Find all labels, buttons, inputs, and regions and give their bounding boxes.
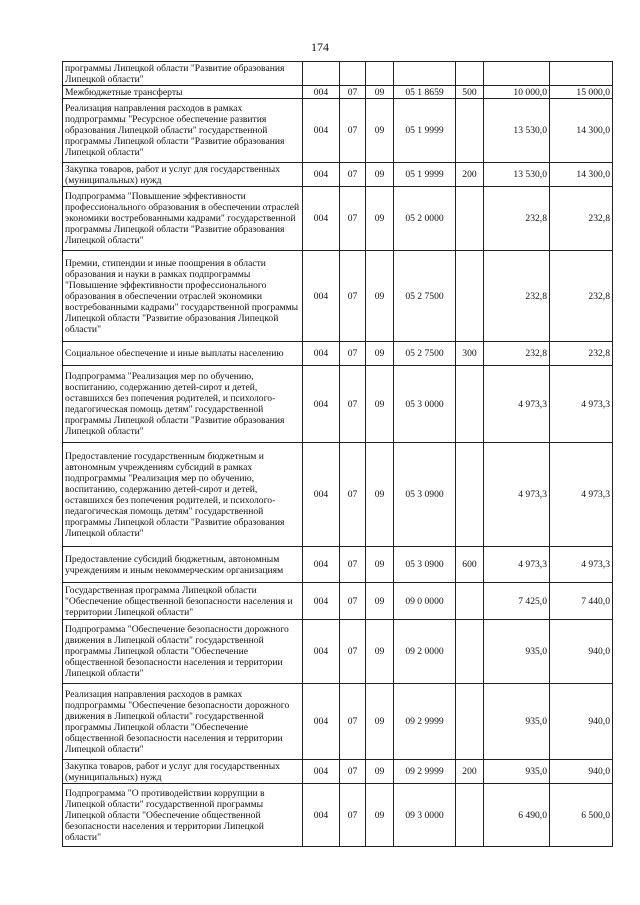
table-row bbox=[63, 187, 613, 251]
expense-type-code: 200 bbox=[456, 163, 484, 187]
subsection-code: 09 bbox=[366, 583, 394, 620]
row-name: Предоставление субсидий бюджетным, автономным учреждениям и иным некоммерческим организациям bbox=[63, 547, 303, 583]
section-code: 07 bbox=[340, 760, 366, 784]
table-row bbox=[63, 583, 613, 620]
target-article-code: 09 2 0000 bbox=[394, 620, 456, 684]
section-code: 07 bbox=[340, 187, 366, 251]
amount-year-1: 7 425,0 bbox=[484, 583, 550, 620]
amount-year-2: 4 973,3 bbox=[550, 547, 613, 583]
amount-year-2 bbox=[550, 62, 613, 86]
row-name: Подпрограмма "Повышение эффективности профессионального образования в обеспечении отраслей экономики востребованными кадрами" государственной программы Липецкой области "Развитие образования Липецкой области" bbox=[63, 187, 303, 251]
section-code: 07 bbox=[340, 342, 366, 366]
dept-code: 004 bbox=[303, 342, 340, 366]
row-name: Реализация направления расходов в рамках подпрограммы "Обеспечение безопасности дорожного движения в Липецкой области" государственной программы Липецкой области "Обеспечение общественной безопасности населения и территории Липецкой области" bbox=[63, 684, 303, 760]
expense-type-code bbox=[456, 366, 484, 443]
expense-type-code: 500 bbox=[456, 86, 484, 99]
section-code: 07 bbox=[340, 620, 366, 684]
dept-code: 004 bbox=[303, 760, 340, 784]
section-code: 07 bbox=[340, 99, 366, 163]
row-name: Закупка товаров, работ и услуг для государственных (муниципальных) нужд bbox=[63, 163, 303, 187]
table-row bbox=[63, 163, 613, 187]
row-name: Закупка товаров, работ и услуг для государственных (муниципальных) нужд bbox=[63, 760, 303, 784]
dept-code bbox=[303, 62, 340, 86]
subsection-code: 09 bbox=[366, 784, 394, 847]
amount-year-1: 232,8 bbox=[484, 187, 550, 251]
subsection-code: 09 bbox=[366, 760, 394, 784]
table-row bbox=[63, 784, 613, 847]
table-row bbox=[63, 443, 613, 547]
section-code: 07 bbox=[340, 684, 366, 760]
table-row bbox=[63, 342, 613, 366]
subsection-code: 09 bbox=[366, 342, 394, 366]
amount-year-2: 6 500,0 bbox=[550, 784, 613, 847]
amount-year-1: 935,0 bbox=[484, 620, 550, 684]
table-row bbox=[63, 547, 613, 583]
table-row bbox=[63, 62, 613, 86]
amount-year-1: 13 530,0 bbox=[484, 99, 550, 163]
amount-year-1: 13 530,0 bbox=[484, 163, 550, 187]
expense-type-code bbox=[456, 620, 484, 684]
subsection-code: 09 bbox=[366, 187, 394, 251]
section-code: 07 bbox=[340, 86, 366, 99]
expense-type-code bbox=[456, 62, 484, 86]
target-article-code: 09 2 9999 bbox=[394, 684, 456, 760]
amount-year-2: 4 973,3 bbox=[550, 443, 613, 547]
amount-year-2: 940,0 bbox=[550, 684, 613, 760]
subsection-code: 09 bbox=[366, 684, 394, 760]
subsection-code: 09 bbox=[366, 443, 394, 547]
expense-type-code bbox=[456, 784, 484, 847]
table-row bbox=[63, 760, 613, 784]
expense-type-code bbox=[456, 187, 484, 251]
subsection-code: 09 bbox=[366, 620, 394, 684]
dept-code: 004 bbox=[303, 187, 340, 251]
target-article-code: 05 3 0900 bbox=[394, 547, 456, 583]
row-name: Подпрограмма "Обеспечение безопасности дорожного движения в Липецкой области" государственной программы Липецкой области "Обеспечение общественной безопасности населения и территории Липецкой области" bbox=[63, 620, 303, 684]
row-name: Подпрограмма "О противодействии коррупции в Липецкой области" государственной программы Липецкой области "Обеспечение общественной безопасности населения и территории Липецкой области" bbox=[63, 784, 303, 847]
row-name: Межбюджетные трансферты bbox=[63, 86, 303, 99]
amount-year-1 bbox=[484, 62, 550, 86]
expense-type-code: 600 bbox=[456, 547, 484, 583]
section-code bbox=[340, 62, 366, 86]
expense-type-code bbox=[456, 684, 484, 760]
target-article-code: 09 3 0000 bbox=[394, 784, 456, 847]
table-row bbox=[63, 251, 613, 342]
amount-year-1: 10 000,0 bbox=[484, 86, 550, 99]
row-name: Государственная программа Липецкой области "Обеспечение общественной безопасности населения и территории Липецкой области" bbox=[63, 583, 303, 620]
target-article-code: 09 2 9999 bbox=[394, 760, 456, 784]
row-name: программы Липецкой области "Развитие образования Липецкой области" bbox=[63, 62, 303, 86]
target-article-code: 05 2 7500 bbox=[394, 342, 456, 366]
page-number: 174 bbox=[311, 40, 329, 54]
section-code: 07 bbox=[340, 583, 366, 620]
table-row bbox=[63, 99, 613, 163]
section-code: 07 bbox=[340, 784, 366, 847]
section-code: 07 bbox=[340, 163, 366, 187]
dept-code: 004 bbox=[303, 684, 340, 760]
row-name: Социальное обеспечение и иные выплаты населению bbox=[63, 342, 303, 366]
amount-year-2: 4 973,3 bbox=[550, 366, 613, 443]
target-article-code: 05 3 0900 bbox=[394, 443, 456, 547]
expense-type-code bbox=[456, 443, 484, 547]
target-article-code: 05 2 7500 bbox=[394, 251, 456, 342]
dept-code: 004 bbox=[303, 251, 340, 342]
expense-type-code bbox=[456, 251, 484, 342]
amount-year-1: 4 973,3 bbox=[484, 366, 550, 443]
amount-year-2: 7 440,0 bbox=[550, 583, 613, 620]
section-code: 07 bbox=[340, 547, 366, 583]
amount-year-1: 6 490,0 bbox=[484, 784, 550, 847]
table-row bbox=[63, 620, 613, 684]
amount-year-2: 232,8 bbox=[550, 187, 613, 251]
target-article-code: 05 1 9999 bbox=[394, 99, 456, 163]
target-article-code: 09 0 0000 bbox=[394, 583, 456, 620]
amount-year-1: 4 973,3 bbox=[484, 547, 550, 583]
target-article-code: 05 3 0000 bbox=[394, 366, 456, 443]
row-name: Реализация направления расходов в рамках подпрограммы "Ресурсное обеспечение развития образования Липецкой области" государственной программы Липецкой области "Развитие образования Липецкой области" bbox=[63, 99, 303, 163]
subsection-code bbox=[366, 62, 394, 86]
amount-year-1: 232,8 bbox=[484, 342, 550, 366]
amount-year-1: 935,0 bbox=[484, 760, 550, 784]
amount-year-2: 940,0 bbox=[550, 760, 613, 784]
table-row bbox=[63, 86, 613, 99]
row-name: Премии, стипендии и иные поощрения в области образования и науки в рамках подпрограммы "Повышение эффективности профессионального образования в обеспечении отраслей экономики востребованными кадрами" государственной программы Липецкой области "Развитие образования Липецкой области" bbox=[63, 251, 303, 342]
expense-type-code bbox=[456, 99, 484, 163]
dept-code: 004 bbox=[303, 547, 340, 583]
amount-year-1: 232,8 bbox=[484, 251, 550, 342]
amount-year-1: 935,0 bbox=[484, 684, 550, 760]
amount-year-2: 940,0 bbox=[550, 620, 613, 684]
subsection-code: 09 bbox=[366, 86, 394, 99]
dept-code: 004 bbox=[303, 784, 340, 847]
dept-code: 004 bbox=[303, 99, 340, 163]
subsection-code: 09 bbox=[366, 366, 394, 443]
amount-year-1: 4 973,3 bbox=[484, 443, 550, 547]
amount-year-2: 14 300,0 bbox=[550, 163, 613, 187]
table-row bbox=[63, 366, 613, 443]
dept-code: 004 bbox=[303, 163, 340, 187]
dept-code: 004 bbox=[303, 620, 340, 684]
expense-type-code: 300 bbox=[456, 342, 484, 366]
dept-code: 004 bbox=[303, 443, 340, 547]
dept-code: 004 bbox=[303, 366, 340, 443]
target-article-code: 05 1 9999 bbox=[394, 163, 456, 187]
table-row bbox=[63, 684, 613, 760]
section-code: 07 bbox=[340, 251, 366, 342]
section-code: 07 bbox=[340, 443, 366, 547]
expense-type-code bbox=[456, 583, 484, 620]
dept-code: 004 bbox=[303, 583, 340, 620]
row-name: Подпрограмма "Реализация мер по обучению, воспитанию, содержанию детей-сирот и детей, оставшихся без попечения родителей, и психолого-педагогическая помощь детям" государственной программы Липецкой области "Развитие образования Липецкой области" bbox=[63, 366, 303, 443]
amount-year-2: 15 000,0 bbox=[550, 86, 613, 99]
target-article-code bbox=[394, 62, 456, 86]
subsection-code: 09 bbox=[366, 251, 394, 342]
budget-table bbox=[62, 61, 613, 847]
target-article-code: 05 2 0000 bbox=[394, 187, 456, 251]
target-article-code: 05 1 8659 bbox=[394, 86, 456, 99]
amount-year-2: 14 300,0 bbox=[550, 99, 613, 163]
amount-year-2: 232,8 bbox=[550, 251, 613, 342]
subsection-code: 09 bbox=[366, 99, 394, 163]
section-code: 07 bbox=[340, 366, 366, 443]
row-name: Предоставление государственным бюджетным и автономным учреждениям субсидий в рамках подпрограммы "Реализация мер по обучению, воспитанию, содержанию детей-сирот и детей, оставшихся без попечения родителей, и психолого-педагогическая помощь детям" государственной программы Липецкой области "Развитие образования Липецкой области" bbox=[63, 443, 303, 547]
expense-type-code: 200 bbox=[456, 760, 484, 784]
subsection-code: 09 bbox=[366, 547, 394, 583]
subsection-code: 09 bbox=[366, 163, 394, 187]
amount-year-2: 232,8 bbox=[550, 342, 613, 366]
dept-code: 004 bbox=[303, 86, 340, 99]
